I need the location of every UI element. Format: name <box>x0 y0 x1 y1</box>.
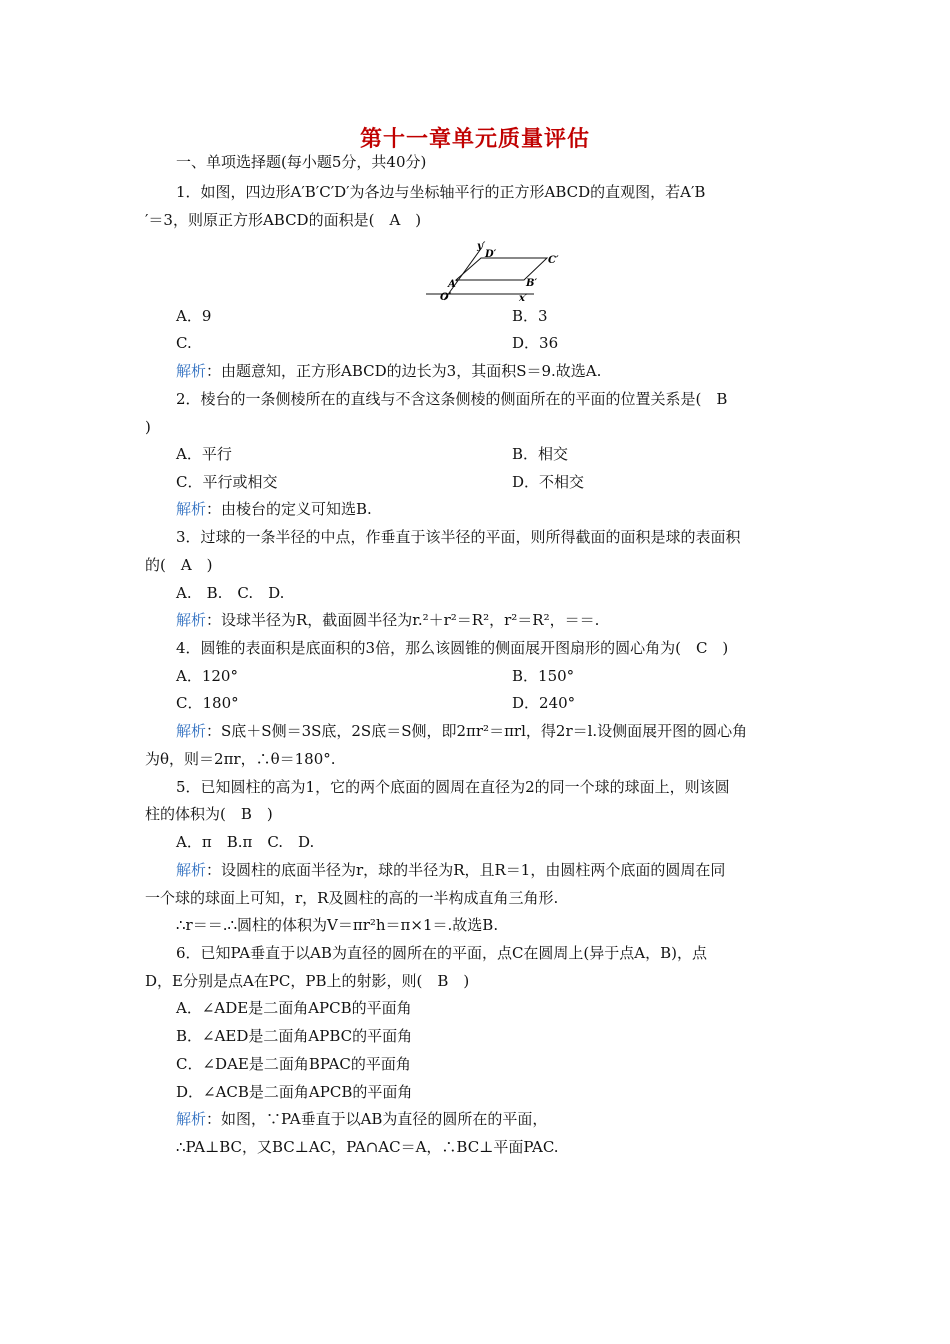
question-6-line-1: 6．已知PA垂直于以AB为直径的圆所在的平面，点C在圆周上(异于点A，B)，点 <box>176 944 707 962</box>
analysis-text: ：由题意知，正方形ABCD的边长为3，其面积S＝9.故选A. <box>206 362 602 380</box>
section-heading: 一、单项选择题(每小题5分，共40分) <box>176 153 427 171</box>
q6-analysis-line-2: ∴PA⊥BC，又BC⊥AC，PA∩AC＝A，∴BC⊥平面PAC. <box>176 1138 559 1156</box>
q2-option-d: D．不相交 <box>512 473 585 491</box>
label-d: D′ <box>485 249 497 260</box>
analysis-text: ：由棱台的定义可知选B. <box>206 500 372 518</box>
question-1-line-2: ′＝3，则原正方形ABCD的面积是( A ) <box>145 211 422 229</box>
question-1-line-1: 1．如图，四边形A′B′C′D′为各边与坐标轴平行的正方形ABCD的直观图，若A′B <box>176 183 706 201</box>
label-a: A′ <box>448 279 459 290</box>
q1-option-c: C. <box>176 334 192 352</box>
question-2-line-1: 2．棱台的一条侧棱所在的直线与不含这条侧棱的侧面所在的平面的位置关系是( B <box>176 390 728 408</box>
analysis-label: 解析 <box>176 362 207 380</box>
oblique-projection-figure <box>422 240 572 302</box>
analysis-text: ：S底＋S侧＝3S底，2S底＝S侧，即2πr²＝πrl，得2r＝l.设侧面展开图的圆心角 <box>206 722 748 740</box>
label-c: C′ <box>548 255 559 266</box>
analysis-text: ：设球半径为R，截面圆半径为r.²＋r²＝R²，r²＝R²，＝＝. <box>206 611 600 629</box>
analysis-label: 解析 <box>176 611 207 629</box>
question-5-line-1: 5．已知圆柱的高为1，它的两个底面的圆周在直径为2的同一个球的球面上，则该圆 <box>176 778 730 796</box>
page-title: 第十一章单元质量评估 <box>359 126 590 152</box>
q2-option-c: C．平行或相交 <box>176 473 278 491</box>
q3-analysis <box>176 610 599 630</box>
q2-option-b: B．相交 <box>512 445 569 463</box>
q4-option-c: C．180° <box>176 694 239 712</box>
question-6-line-2: D，E分别是点A在PC，PB上的射影，则( B ) <box>145 972 470 990</box>
analysis-label: 解析 <box>176 722 207 740</box>
analysis-text: ：如图，∵PA垂直于以AB为直径的圆所在的平面， <box>206 1110 548 1128</box>
analysis-label: 解析 <box>176 1110 207 1128</box>
q4-analysis-line-2: 为θ，则＝2πr，∴θ＝180°. <box>145 750 336 768</box>
q5-analysis-line-2: 一个球的球面上可知，r，R及圆柱的高的一半构成直角三角形. <box>145 889 559 907</box>
q4-option-b: B．150° <box>512 667 575 685</box>
q2-analysis <box>176 499 372 519</box>
analysis-text: ：设圆柱的底面半径为r，球的半径为R，且R＝1，由圆柱两个底面的圆周在同 <box>206 861 726 879</box>
q2-option-a: A．平行 <box>176 445 232 463</box>
q5-analysis-line-1 <box>176 860 725 880</box>
analysis-label: 解析 <box>176 861 207 879</box>
q4-option-a: A．120° <box>176 667 238 685</box>
label-y: y′ <box>477 241 486 252</box>
q6-option-b: B．∠AED是二面角APBC的平面角 <box>176 1027 413 1045</box>
q4-analysis-line-1 <box>176 721 747 741</box>
q6-option-d: D．∠ACB是二面角APCB的平面角 <box>176 1083 413 1101</box>
q3-options: A. B. C. D. <box>176 584 285 602</box>
question-5-line-2: 柱的体积为( B ) <box>145 805 273 823</box>
label-b: B′ <box>526 278 538 289</box>
label-x: x′ <box>519 293 528 302</box>
label-o: O′ <box>440 292 452 302</box>
q1-option-a: A．9 <box>176 307 212 325</box>
q4-option-d: D．240° <box>512 694 576 712</box>
q6-analysis-line-1 <box>176 1109 547 1129</box>
q5-analysis-line-3: ∴r＝＝.∴圆柱的体积为V＝πr²h＝π×1＝.故选B. <box>176 916 499 934</box>
analysis-label: 解析 <box>176 500 207 518</box>
question-4-line-1: 4．圆锥的表面积是底面积的3倍，那么该圆锥的侧面展开图扇形的圆心角为( C ) <box>176 639 729 657</box>
q1-analysis <box>176 361 601 381</box>
q6-option-a: A．∠ADE是二面角APCB的平面角 <box>176 999 412 1017</box>
q6-option-c: C．∠DAE是二面角BPAC的平面角 <box>176 1055 411 1073</box>
q1-option-b: B．3 <box>512 307 548 325</box>
question-3-line-2: 的( A ) <box>145 556 213 574</box>
q5-options: A．π B.π C. D. <box>176 833 315 851</box>
q1-option-d: D．36 <box>512 334 559 352</box>
question-2-line-2: ) <box>145 418 151 436</box>
question-3-line-1: 3．过球的一条半径的中点，作垂直于该半径的平面，则所得截面的面积是球的表面积 <box>176 528 741 546</box>
